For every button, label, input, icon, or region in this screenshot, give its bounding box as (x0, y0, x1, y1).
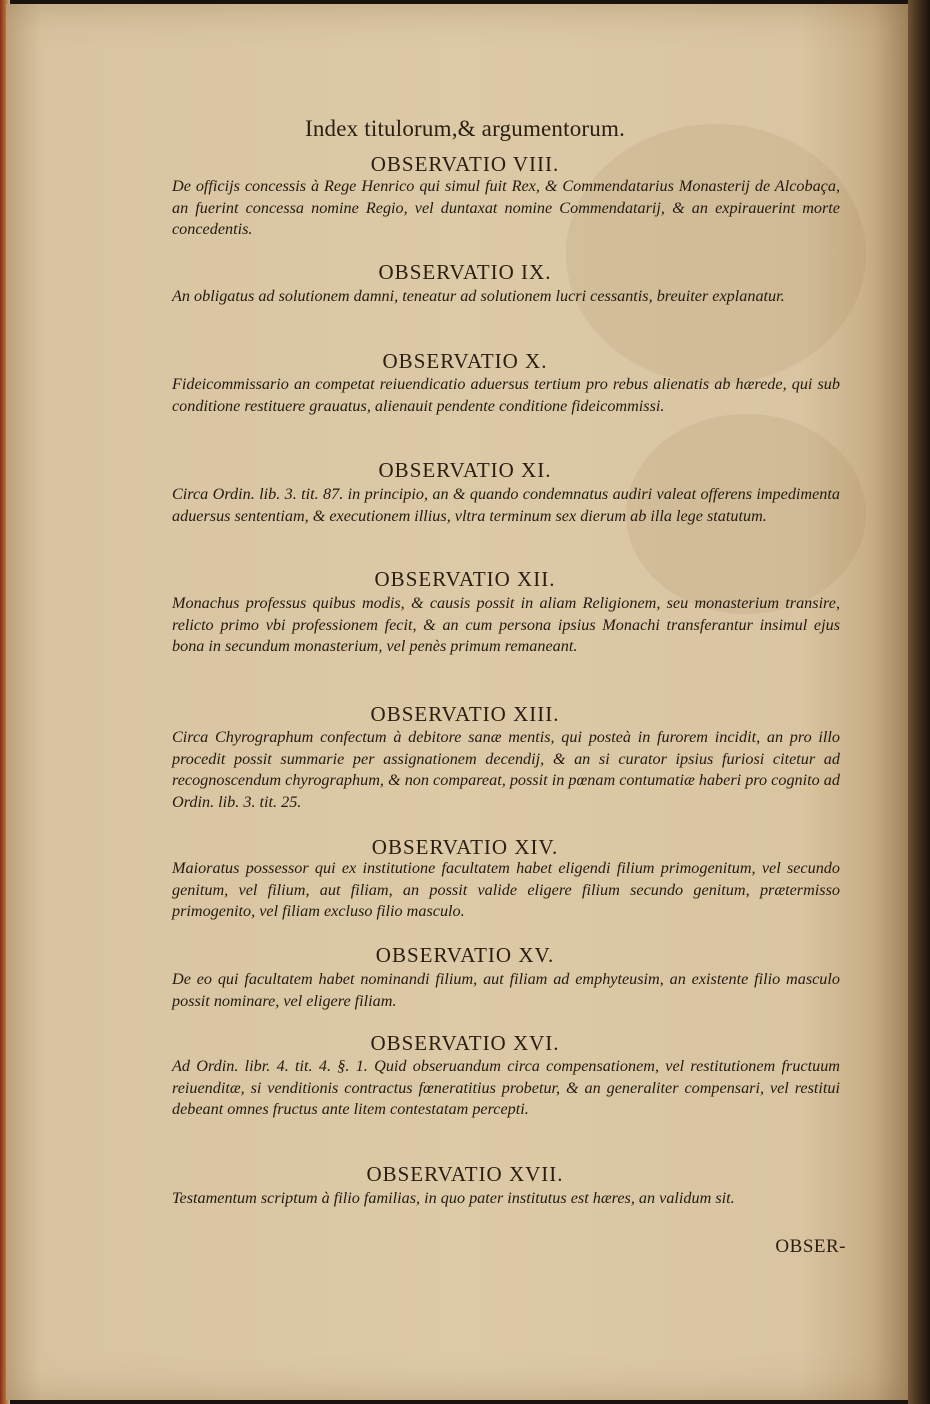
observation-text-8: De officijs concessis à Rege Henrico qui simul fuit Rex, & Commendatarius Monasterij de Alcobaça, an fuerint concessa nomine Regio, vel duntaxat nomine Commendatarij, & an expirauerint morte concedentis. (172, 177, 840, 238)
observation-title-13: OBSERVATIO XIII. (370, 702, 560, 726)
observation-text-12: Monachus professus quibus modis, & causis possit in aliam Religionem, seu monasterium transire, relicto primo vbi professionem fecit, & an cum persona ipsius Monachi transferantur insimul ejus bona in secundum monasterium, vel penès primum remaneant. (172, 594, 840, 655)
observation-text-16: Ad Ordin. libr. 4. tit. 4. §. 1. Quid obseruandum circa compensationem, vel restitutionem fructuum reiuenditæ, si venditionis contractus fœneratitius probetur, & an generaliter compensari, vel restitui debeant omnes fructus ante litem contestatam percepti. (172, 1057, 840, 1118)
observation-title-9: OBSERVATIO IX. (378, 260, 552, 284)
observation-text-15: De eo qui facultatem habet nominandi filium, aut filiam ad emphyteusim, an existente filio masculo possit nominare, vel eligere filiam. (172, 970, 840, 1010)
observation-text-17: Testamentum scriptum à filio familias, in quo pater institutus est hæres, an validum sit. (172, 1189, 735, 1207)
page-header: Index titulorum,& argumentorum. (304, 116, 626, 141)
observation-title-14: OBSERVATIO XIV. (371, 835, 559, 859)
observation-text-11: Circa Ordin. lib. 3. tit. 87. in principio, an & quando condemnatus audiri valeat offerens impedimenta aduersus sententiam, & executionem illius, vltra terminum sex dierum ab illa lege statutum. (172, 485, 840, 525)
observation-text-10: Fideicommissario an competat reiuendicatio aduersus tertium pro rebus alienatis ab hærede, qui sub conditione restituere grauatus, alienauit pendente conditione fideicommissi. (172, 375, 840, 415)
observation-text-9: An obligatus ad solutionem damni, teneatur ad solutionem lucri cessantis, breuiter explanatur. (172, 287, 785, 305)
observation-text-14: Maioratus possessor qui ex institutione facultatem habet eligendi filium primogenitum, vel secundo genitum, vel filium, aut filiam, an possit valide eligere filium secundo genitum, prætermisso primogenito, vel filiam excluso filio masculo. (172, 859, 840, 920)
observation-title-11: OBSERVATIO XI. (378, 458, 552, 482)
observation-title-16: OBSERVATIO XVI. (370, 1031, 560, 1055)
observation-title-10: OBSERVATIO X. (382, 349, 548, 373)
observation-title-15: OBSERVATIO XV. (375, 943, 555, 967)
catchword: OBSER- (775, 1236, 846, 1257)
observation-title-8: OBSERVATIO VIII. (370, 152, 560, 176)
observation-text-13: Circa Chyrographum confectum à debitore sanæ mentis, qui posteà in furorem incidit, an pro illo procedit possit summarie per assignationem decendij, & an si curator ipsius furiosi citetur ad recognoscendum chyrographum, & non compareat, possit in pœnam contumatiæ haberi pro cognito ad Ordin. lib. 3. tit. 25. (172, 728, 840, 811)
observation-title-12: OBSERVATIO XII. (374, 567, 556, 591)
observation-title-17: OBSERVATIO XVII. (366, 1162, 564, 1186)
